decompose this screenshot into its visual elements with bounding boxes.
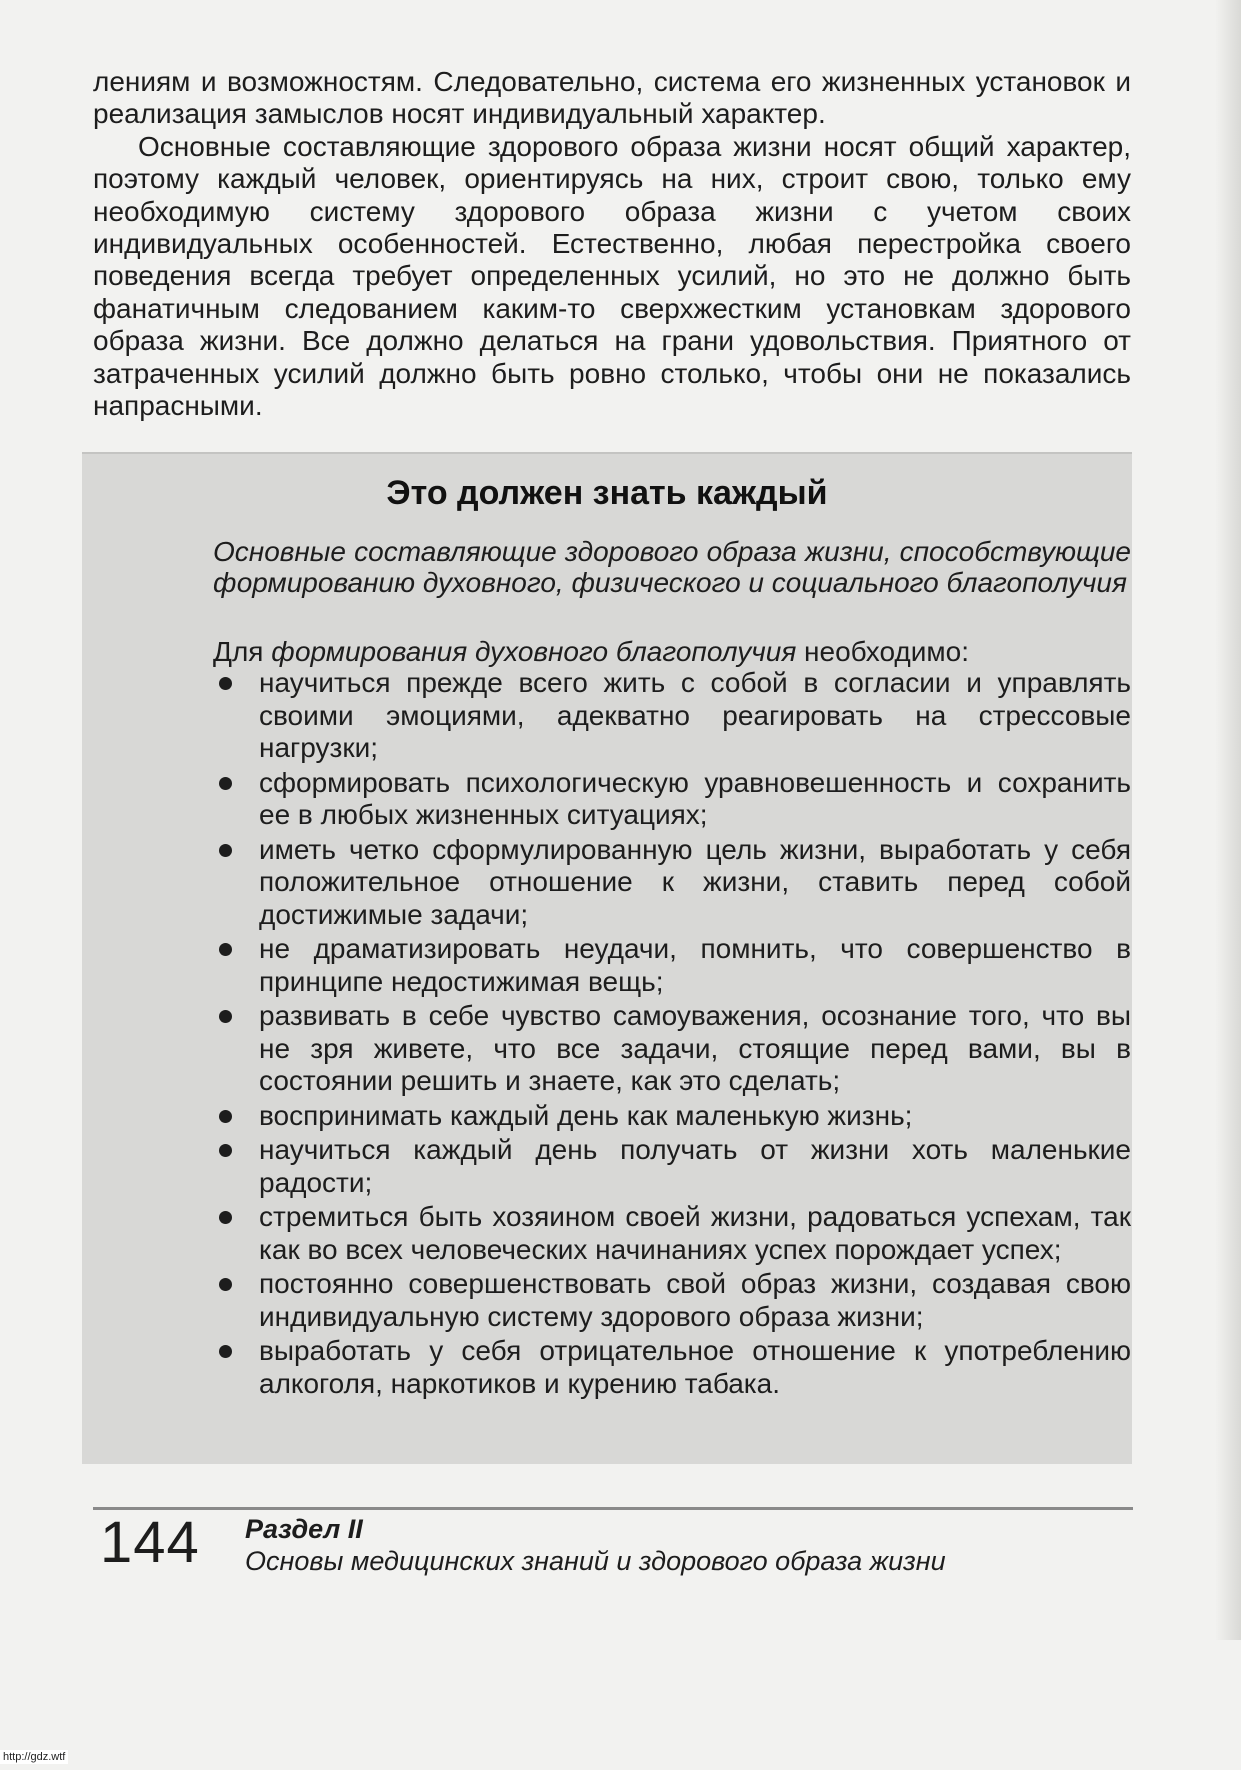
bullet-icon bbox=[219, 1110, 232, 1123]
info-box-lead bbox=[213, 636, 1131, 667]
footer-divider bbox=[93, 1507, 1133, 1510]
bullet-icon bbox=[219, 844, 232, 857]
lead-emphasis: формирования духовного благополучия bbox=[271, 636, 797, 667]
list-item: научиться каждый день получать от жизни хоть маленькие радости; bbox=[213, 1134, 1131, 1199]
bullet-icon bbox=[219, 1211, 232, 1224]
list-item: выработать у себя отрицательное отношение к употреблению алкоголя, наркотиков и курению табака. bbox=[213, 1335, 1131, 1400]
list-item: научиться прежде всего жить с собой в согласии и управлять своими эмоциями, адекватно реагировать на стрессовые нагрузки; bbox=[213, 667, 1131, 765]
list-item: не драматизировать неудачи, помнить, что совершенство в принципе недостижимая вещь; bbox=[213, 933, 1131, 998]
paragraph-2: Основные составляющие здорового образа жизни носят общий характер, поэтому каждый человек, ориентируясь на них, строит свою, только ему необходимую систему здорового образа жизни с учетом своих индивидуальных особенностей. Естественно, любая перестройка своего поведения всегда требует определенных усилий, но это не должно быть фанатичным следованием каким-то сверхжестким установкам здорового образа жизни. Все должно делаться на грани удовольствия. Приятного от затраченных усилий должно быть ровно столько, чтобы они не показались напрасными. bbox=[93, 130, 1131, 422]
body-text bbox=[93, 66, 1131, 422]
lead-prefix: Для bbox=[213, 636, 272, 667]
page-number: 144 bbox=[100, 1510, 200, 1575]
watermark-link[interactable]: http://gdz.wtf bbox=[0, 1750, 68, 1764]
list-item: сформировать психологическую уравновешенность и сохранить ее в любых жизненных ситуациях; bbox=[213, 767, 1131, 832]
bullet-icon bbox=[219, 943, 232, 956]
list-item: постоянно совершенствовать свой образ жизни, создавая свою индивидуальную систему здорового образа жизни; bbox=[213, 1268, 1131, 1333]
lead-suffix: необходимо: bbox=[796, 636, 969, 667]
page-edge-shadow bbox=[1215, 0, 1241, 1640]
bullet-icon bbox=[219, 1144, 232, 1157]
section-title: Основы медицинских знаний и здорового образа жизни bbox=[245, 1546, 946, 1576]
section-label: Раздел II bbox=[245, 1514, 363, 1544]
info-box-subtitle: Основные составляющие здорового образа жизни, способствующие формированию духовного, физического и социального благополучия bbox=[213, 536, 1131, 598]
bullet-icon bbox=[219, 1278, 232, 1291]
bullet-icon bbox=[219, 1345, 232, 1358]
info-box-title: Это должен знать каждый bbox=[386, 474, 828, 512]
bullet-icon bbox=[219, 1010, 232, 1023]
bullet-icon bbox=[219, 777, 232, 790]
bullet-list bbox=[213, 667, 1131, 1402]
list-item: развивать в себе чувство самоуважения, осознание того, что вы не зря живете, что все задачи, стоящие перед вами, вы в состоянии решить и знаете, как это сделать; bbox=[213, 1000, 1131, 1098]
list-item: воспринимать каждый день как маленькую жизнь; bbox=[213, 1100, 1131, 1133]
list-item: иметь четко сформулированную цель жизни, выработать у себя положительное отношение к жизни, ставить перед собой достижимые задачи; bbox=[213, 834, 1131, 932]
paragraph-1: лениям и возможностям. Следовательно, система его жизненных установок и реализация замыслов носят индивидуальный характер. bbox=[93, 66, 1131, 130]
list-item: стремиться быть хозяином своей жизни, радоваться успехам, так как во всех человеческих начинаниях успех порождает успех; bbox=[213, 1201, 1131, 1266]
bullet-icon bbox=[219, 677, 232, 690]
